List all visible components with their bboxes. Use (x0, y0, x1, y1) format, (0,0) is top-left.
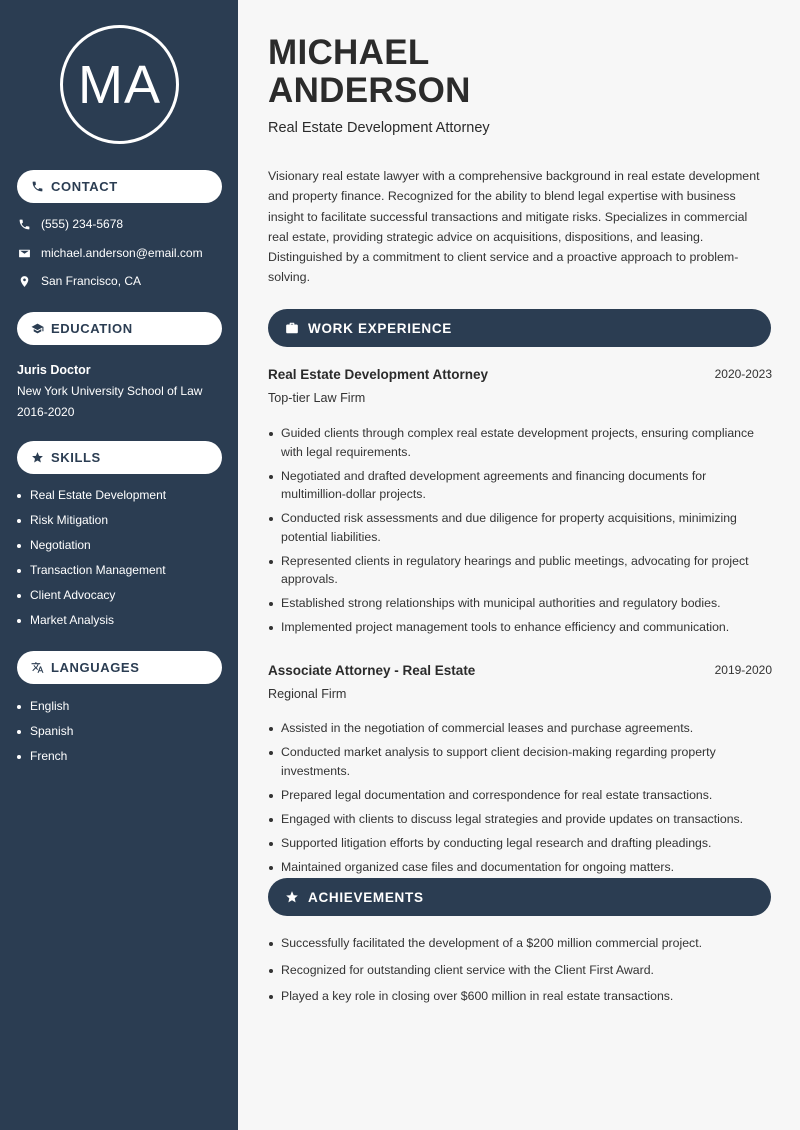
name-last: ANDERSON (268, 71, 471, 110)
job-dates: 2020-2023 (714, 367, 772, 381)
phone-text: (555) 234-5678 (41, 217, 124, 231)
list-item: Market Analysis (17, 608, 166, 633)
job-company: Top-tier Law Firm (268, 391, 366, 405)
job-bullets (268, 719, 771, 882)
contact-heading (17, 170, 222, 203)
contact-phone[interactable] (17, 217, 123, 231)
achievements-list (268, 934, 771, 1014)
contact-location (17, 274, 141, 288)
list-item: Supported litigation efforts by conducting legal research and drafting pleadings. (268, 834, 771, 853)
location-text: San Francisco, CA (41, 274, 142, 288)
list-item: Spanish (17, 719, 73, 744)
star-icon (285, 890, 299, 904)
briefcase-icon (285, 321, 299, 335)
list-item: Risk Mitigation (17, 508, 166, 533)
star-icon (31, 451, 44, 464)
sidebar (0, 0, 238, 1130)
list-item: Recognized for outstanding client service with the Client First Award. (268, 961, 771, 980)
achievements-heading (268, 878, 771, 916)
phone-icon (31, 180, 44, 193)
skills-heading (17, 441, 222, 474)
languages-heading-label: LANGUAGES (51, 660, 140, 675)
list-item: Played a key role in closing over $600 million in real estate transactions. (268, 987, 771, 1006)
job-company: Regional Firm (268, 687, 347, 701)
education-heading-label: EDUCATION (51, 321, 133, 336)
list-item: Transaction Management (17, 558, 166, 583)
location-pin-icon (17, 274, 31, 288)
list-item: Assisted in the negotiation of commercial leases and purchase agreements. (268, 719, 771, 738)
job-title: Associate Attorney - Real Estate (268, 663, 476, 678)
list-item: Maintained organized case files and documentation for ongoing matters. (268, 858, 771, 877)
list-item: Negotiated and drafted development agreements and financing documents for multimillion-dollar projects. (268, 467, 771, 504)
envelope-icon (17, 246, 31, 260)
list-item: Guided clients through complex real estate development projects, ensuring compliance with legal requirements. (268, 424, 771, 461)
work-heading-label: WORK EXPERIENCE (308, 320, 453, 336)
list-item: Real Estate Development (17, 483, 166, 508)
contact-email[interactable] (17, 246, 203, 260)
education-heading (17, 312, 222, 345)
candidate-role: Real Estate Development Attorney (268, 120, 490, 136)
candidate-name (268, 34, 471, 110)
graduation-cap-icon (31, 322, 44, 335)
list-item: Established strong relationships with municipal authorities and regulatory bodies. (268, 594, 771, 613)
education-years: 2016-2020 (17, 405, 75, 419)
skills-heading-label: SKILLS (51, 450, 101, 465)
name-first: MICHAEL (268, 33, 430, 72)
list-item: English (17, 694, 73, 719)
languages-heading (17, 651, 222, 684)
contact-heading-label: CONTACT (51, 179, 118, 194)
summary-paragraph: Visionary real estate lawyer with a comprehensive background in real estate development and property finance. Recognized for the ability to blend legal expertise with business insight to facilitate successful transactions and mitigate risks. Specializes in commercial real estate, providing strategic advice on acquisitions, dispositions, and leasing. Distinguished by a commitment to client service and a proactive approach to problem-solving. (268, 169, 760, 285)
job-bullets (268, 424, 771, 642)
list-item: Conducted risk assessments and due diligence for property acquisitions, minimizing potential liabilities. (268, 509, 771, 546)
school: New York University School of Law (17, 384, 203, 398)
degree: Juris Doctor (17, 363, 91, 377)
list-item: Prepared legal documentation and correspondence for real estate transactions. (268, 786, 771, 805)
email-text: michael.anderson@email.com (41, 246, 203, 260)
list-item: Engaged with clients to discuss legal strategies and provide updates on transactions. (268, 810, 771, 829)
languages-list (17, 694, 73, 769)
list-item: Successfully facilitated the development of a $200 million commercial project. (268, 934, 771, 953)
achievements-heading-label: ACHIEVEMENTS (308, 889, 424, 905)
job-title: Real Estate Development Attorney (268, 367, 489, 382)
list-item: French (17, 744, 73, 769)
work-experience-heading (268, 309, 771, 347)
list-item: Negotiation (17, 533, 166, 558)
phone-icon (17, 217, 31, 231)
translate-icon (31, 661, 44, 674)
list-item: Client Advocacy (17, 583, 166, 608)
monogram-avatar: MA (60, 25, 179, 144)
education-entry (17, 360, 202, 423)
job-dates: 2019-2020 (714, 663, 772, 677)
list-item: Conducted market analysis to support client decision-making regarding property investments. (268, 743, 771, 780)
list-item: Implemented project management tools to enhance efficiency and communication. (268, 618, 771, 637)
skills-list (17, 483, 166, 633)
list-item: Represented clients in regulatory hearings and public meetings, advocating for project approvals. (268, 552, 771, 589)
